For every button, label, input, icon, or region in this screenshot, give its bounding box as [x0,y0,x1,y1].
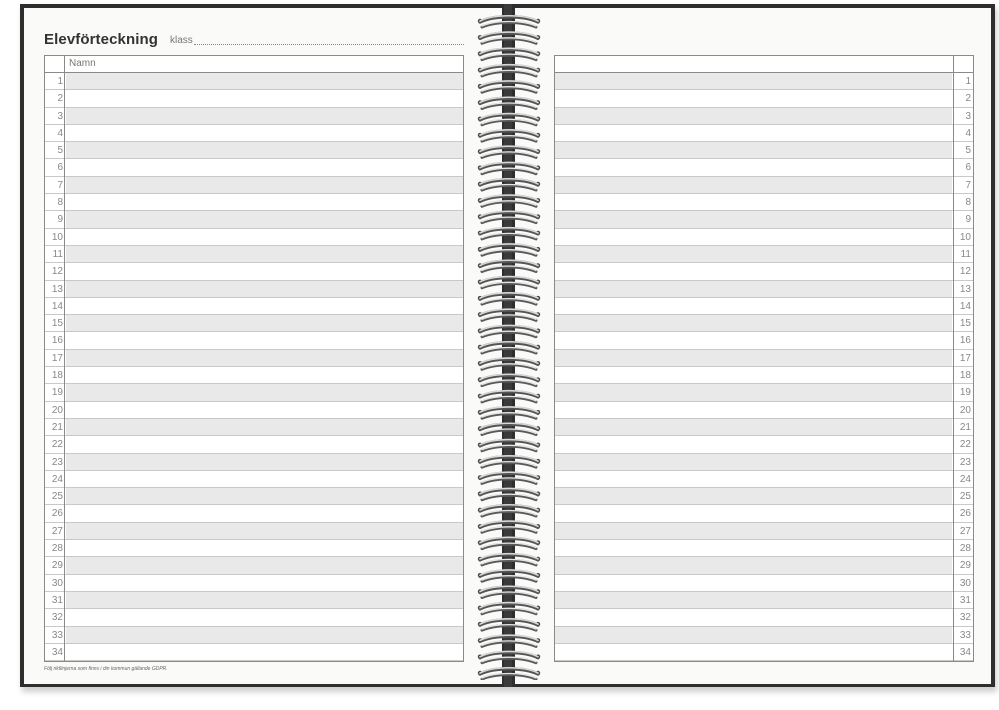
spiral-coil [478,179,540,190]
name-cell [66,454,463,470]
name-cell [555,263,952,279]
table-row [555,609,973,626]
spiral-coil [478,635,540,646]
table-row [555,454,973,471]
row-number: 31 [51,594,63,606]
name-cell [66,402,463,418]
spiral-coil [478,423,540,434]
name-cell [66,419,463,435]
row-number: 9 [57,214,63,226]
table-row [45,125,463,142]
table-row [45,350,463,367]
row-number: 20 [51,404,63,416]
row-number: 12 [51,266,63,278]
table-row [555,315,973,332]
row-number: 11 [52,248,63,260]
name-cell [555,246,952,262]
header-number-cell [953,56,973,72]
row-number: 32 [959,612,971,624]
row-number: 34 [51,646,63,658]
table-row [45,488,463,505]
student-list-table-continued [554,55,974,662]
spiral-coil [478,570,540,581]
name-cell [555,540,952,556]
name-cell [66,540,463,556]
spiral-coil [478,325,540,336]
spiral-coil [478,651,540,662]
right-page [515,8,991,684]
spiral-coil [478,16,540,27]
row-number: 6 [57,162,63,174]
row-number: 22 [959,439,971,451]
row-number: 10 [959,231,971,243]
row-number: 24 [959,473,971,485]
table-row [555,211,973,228]
table-row [45,90,463,107]
table-row [45,194,463,211]
spiral-coil [478,358,540,369]
row-number: 34 [959,646,971,658]
spiral-coil [478,668,540,679]
spiral-coil [478,244,540,255]
table-row [45,177,463,194]
spiral-coil [478,293,540,304]
spiral-coil [478,472,540,483]
row-number: 15 [51,318,63,330]
name-cell [555,298,952,314]
name-cell [555,592,952,608]
name-cell [555,627,952,643]
name-cell [555,211,952,227]
name-cell [66,505,463,521]
row-number: 13 [959,283,971,295]
table-rows [555,73,973,661]
name-cell [66,644,463,660]
table-row [45,281,463,298]
spiral-coil [478,537,540,548]
row-number: 17 [959,352,971,364]
row-number: 9 [965,214,971,226]
table-row [45,540,463,557]
name-cell [555,557,952,573]
row-number: 16 [51,335,63,347]
row-number: 1 [57,76,63,87]
spiral-coil [478,554,540,565]
table-row [555,125,973,142]
table-row [45,557,463,574]
row-number: 25 [959,491,971,503]
spiral-coil [478,440,540,451]
table-header [45,56,463,73]
name-cell [66,315,463,331]
table-row [555,159,973,176]
name-cell [555,471,952,487]
table-row [45,108,463,125]
table-row [555,488,973,505]
spiral-coil [478,146,540,157]
row-number: 16 [959,335,971,347]
row-number: 30 [959,577,971,589]
spiral-coil [478,65,540,76]
row-number: 19 [959,387,971,399]
table-row [555,350,973,367]
table-row [555,73,973,90]
row-number: 3 [57,110,63,122]
row-number: 14 [51,300,63,312]
table-row [45,332,463,349]
table-row [45,644,463,661]
spiral-coil [478,488,540,499]
name-cell [555,315,952,331]
name-cell [66,471,463,487]
name-cell [555,402,952,418]
table-row [555,402,973,419]
table-row [45,575,463,592]
row-number: 33 [51,629,63,641]
name-cell [66,367,463,383]
name-cell [555,367,952,383]
table-row [45,315,463,332]
row-number: 13 [51,283,63,295]
spiral-coil [478,456,540,467]
column-header-namn: Namn [69,58,96,69]
table-row [45,73,463,90]
spiral-coil [478,228,540,239]
name-cell [555,281,952,297]
table-row [555,246,973,263]
table-row [45,298,463,315]
table-row [555,229,973,246]
table-row [45,142,463,159]
name-cell [555,488,952,504]
row-number: 19 [51,387,63,399]
spiral-coil [478,586,540,597]
name-cell [66,159,463,175]
row-number: 2 [57,93,63,105]
table-row [555,177,973,194]
table-row [45,471,463,488]
name-cell [66,211,463,227]
row-number: 29 [959,560,971,572]
table-row [45,263,463,280]
row-number: 8 [965,197,971,209]
spiral-coil [478,374,540,385]
name-cell [555,454,952,470]
name-cell [66,332,463,348]
row-number: 31 [959,594,971,606]
name-cell [66,609,463,625]
name-cell [555,194,952,210]
name-cell [555,609,952,625]
row-number: 27 [51,525,63,537]
row-number: 24 [51,473,63,485]
name-cell [555,523,952,539]
spiral-coil [478,342,540,353]
row-number: 21 [959,421,971,433]
row-number: 18 [959,370,971,382]
spiral-coil [478,32,540,43]
row-number: 22 [51,439,63,451]
name-cell [555,229,952,245]
row-number: 23 [51,456,63,468]
name-cell [66,229,463,245]
row-number: 5 [57,145,63,157]
name-cell [66,263,463,279]
name-cell [66,350,463,366]
row-number: 7 [965,179,971,191]
row-number: 26 [959,508,971,520]
row-number: 28 [959,543,971,555]
header-number-cell [45,56,65,72]
table-rows [45,73,463,661]
table-row [45,246,463,263]
name-cell [555,575,952,591]
name-cell [66,436,463,452]
row-number: 8 [57,197,63,209]
table-row [45,211,463,228]
name-cell [555,505,952,521]
spiral-coil [478,407,540,418]
row-number: 12 [959,266,971,278]
name-cell [66,627,463,643]
name-cell [555,177,952,193]
spiral-coil [478,81,540,92]
row-number: 28 [51,543,63,555]
name-cell [555,73,952,89]
name-cell [66,488,463,504]
row-number: 2 [965,93,971,105]
row-number: 25 [51,491,63,503]
name-cell [66,177,463,193]
spiral-coil [478,97,540,108]
row-number: 21 [51,421,63,433]
table-row [555,419,973,436]
row-number: 6 [965,162,971,174]
table-row [45,609,463,626]
table-row [45,159,463,176]
spiral-coil [478,619,540,630]
table-row [555,332,973,349]
table-row [555,108,973,125]
spiral-coil [478,260,540,271]
spiral-coil [478,130,540,141]
row-number: 14 [959,300,971,312]
name-cell [555,125,952,141]
row-number: 32 [51,612,63,624]
spiral-coil [478,114,540,125]
spiral-coil [478,277,540,288]
name-cell [555,108,952,124]
spiral-coil [478,309,540,320]
table-row [555,471,973,488]
table-row [555,505,973,522]
row-number: 33 [959,629,971,641]
row-number: 11 [960,248,971,260]
name-cell [555,142,952,158]
name-cell [555,644,952,660]
row-number: 27 [959,525,971,537]
klass-write-line [194,44,464,45]
name-cell [66,142,463,158]
table-row [45,419,463,436]
row-number: 30 [51,577,63,589]
table-row [45,436,463,453]
table-row [45,627,463,644]
row-number: 10 [51,231,63,243]
table-row [555,281,973,298]
table-row [45,454,463,471]
row-number: 4 [965,127,971,139]
table-row [45,505,463,522]
table-row [45,523,463,540]
name-cell [66,281,463,297]
name-cell [66,246,463,262]
gdpr-footnote: Följ riktlinjerna som finns i din kommun gällande GDPR. [44,666,168,672]
spiral-coil [478,162,540,173]
table-row [555,384,973,401]
spiral-coil [478,211,540,222]
spiral-coil [478,391,540,402]
name-cell [66,73,463,89]
spiral-coil [478,603,540,614]
name-cell [66,298,463,314]
page-title: Elevförteckning [44,31,159,48]
name-cell [555,332,952,348]
row-number: 26 [51,508,63,520]
name-cell [555,384,952,400]
row-number: 5 [965,145,971,157]
row-number: 15 [959,318,971,330]
table-row [555,263,973,280]
table-row [555,436,973,453]
row-number: 18 [51,370,63,382]
table-row [45,384,463,401]
name-cell [66,384,463,400]
table-row [555,367,973,384]
name-cell [66,194,463,210]
table-row [555,298,973,315]
name-cell [66,575,463,591]
row-number: 20 [959,404,971,416]
table-row [555,627,973,644]
spiral-binding-icon [474,10,544,680]
name-cell [66,592,463,608]
student-list-table [44,55,464,662]
table-row [555,644,973,661]
table-row [555,194,973,211]
name-cell [66,557,463,573]
table-row [45,402,463,419]
row-number: 3 [965,110,971,122]
name-cell [66,125,463,141]
row-number: 17 [51,352,63,364]
name-cell [555,436,952,452]
table-row [555,90,973,107]
table-header [555,56,973,73]
spiral-coil [478,521,540,532]
table-row [45,592,463,609]
row-number: 1 [965,76,971,87]
name-cell [555,90,952,106]
name-cell [555,350,952,366]
table-row [555,592,973,609]
name-cell [555,419,952,435]
name-cell [66,108,463,124]
name-cell [555,159,952,175]
left-page [24,8,502,684]
table-row [45,367,463,384]
table-row [555,523,973,540]
spiral-coil [478,195,540,206]
row-number: 7 [57,179,63,191]
spiral-coil [478,48,540,59]
table-row [45,229,463,246]
name-cell [66,90,463,106]
row-number: 29 [51,560,63,572]
table-row [555,557,973,574]
spiral-coil [478,505,540,516]
row-number: 23 [959,456,971,468]
table-row [555,575,973,592]
table-row [555,540,973,557]
name-cell [66,523,463,539]
row-number: 4 [57,127,63,139]
klass-label: klass [170,35,193,46]
table-row [555,142,973,159]
